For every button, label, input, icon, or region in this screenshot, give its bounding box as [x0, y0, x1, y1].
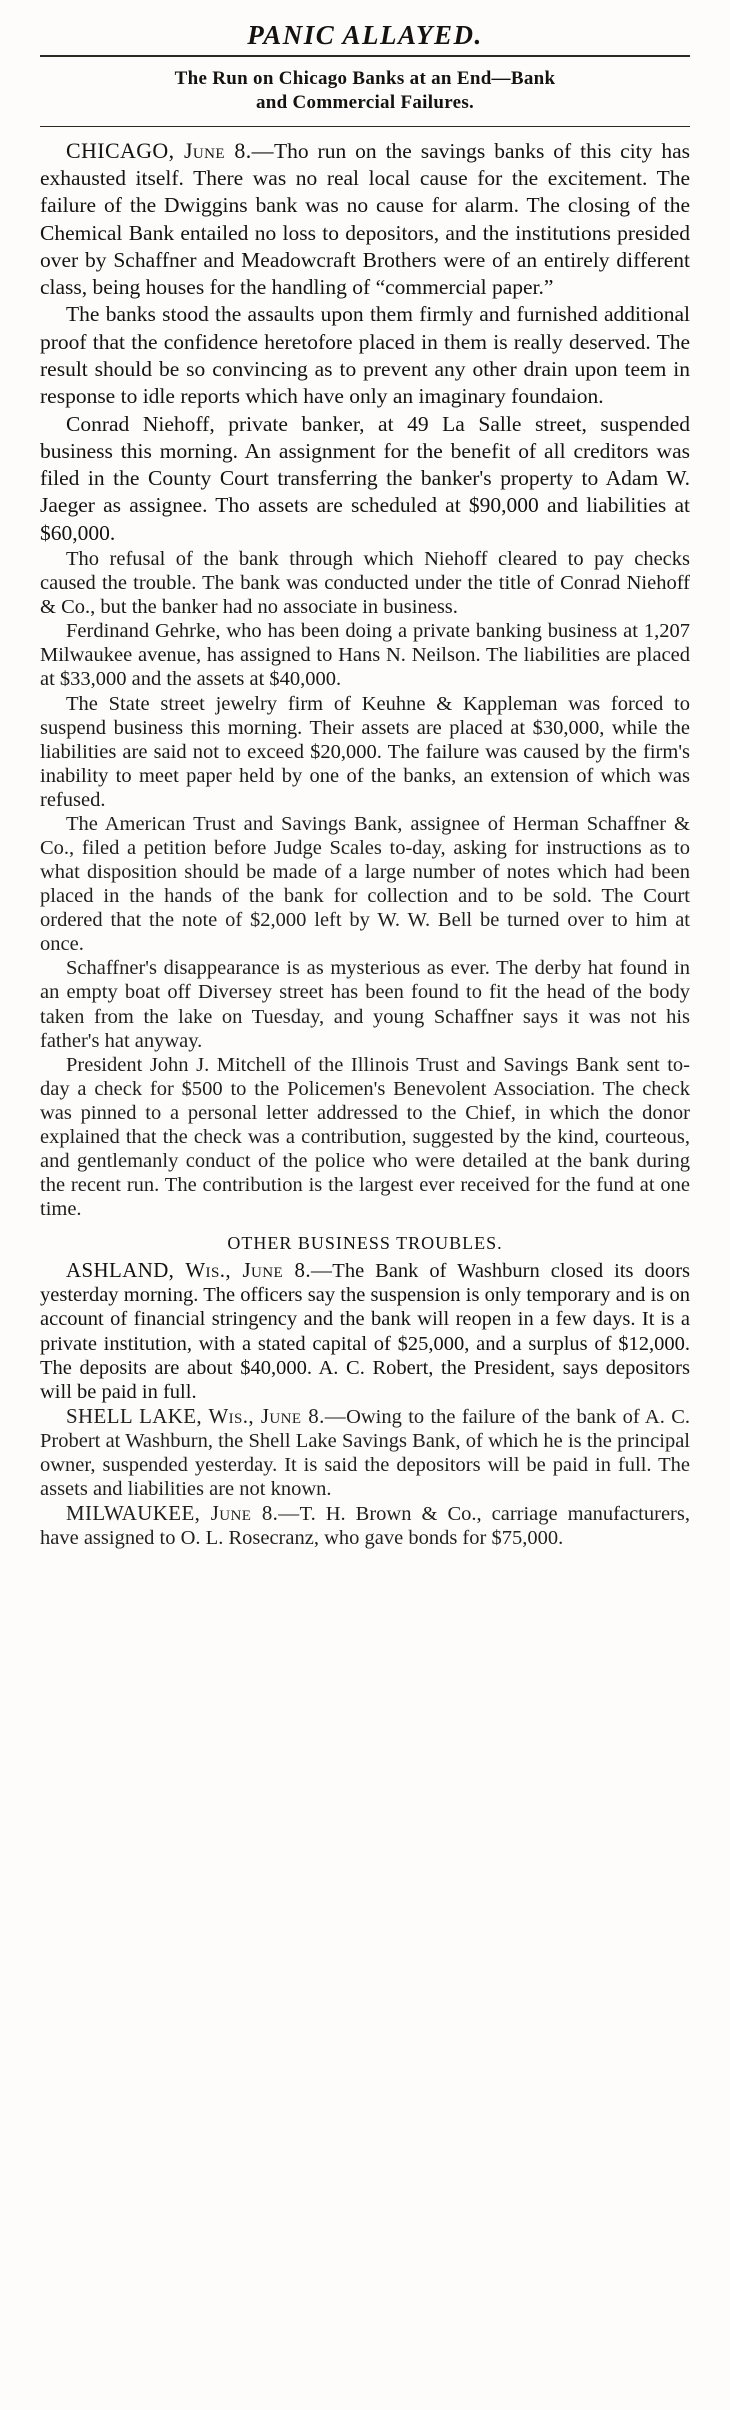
paragraph-3-text: Conrad Niehoff, private banker, at 49 La Salle street, suspended business this morning. An assignment for the benefit of all creditors was filed in the County Court transferring the banker's property to Adam W. Jaeger as assignee. Tho assets are scheduled at $90,000 and liabilities at $60,000. — [40, 411, 690, 545]
article-body — [40, 137, 690, 1551]
section-crosshead: OTHER BUSINESS TROUBLES. — [227, 1233, 503, 1254]
paragraph-8-text: Schaffner's disappearance is as mysterious as ever. The derby hat found in an empty boat off Diversey street has been found to fit the head of the body taken from the lake on Tuesday, and young Schaffner says it was not his father's hat anyway. — [40, 957, 690, 1052]
subheadline-line-2: and Commercial Failures. — [255, 92, 475, 114]
paragraph-7-text: The American Trust and Savings Bank, assignee of Herman Schaffner & Co., filed a petition before Judge Scales to-day, asking for instructions as to what disposition should be made of a large number of notes which had been placed in the hands of the bank for collection and to be sold. The Court ordered that the note of $2,000 left by W. W. Bell be turned over to him at once. — [40, 812, 690, 956]
headline-divider — [40, 55, 690, 57]
subheadline — [50, 67, 680, 116]
paragraph-4-text: Tho refusal of the bank through which Niehoff cleared to pay checks caused the trouble. The bank was conducted under the title of Conrad Niehoff & Co., but the banker had no associate in business. — [40, 548, 690, 619]
dateline-milwaukee: MILWAUKEE, June 8.— — [66, 1501, 300, 1526]
paragraph-6 — [40, 692, 690, 812]
dateline-chicago: CHICAGO, June 8.— — [66, 137, 274, 163]
paragraph-2-text: The banks stood the assaults upon them firmly and furnished additional proof that the confidence heretofore placed in them is really deserved. The result should be so convincing as to prevent any other drain upon teem in response to idle reports which have only an imaginary foundaion. — [40, 302, 690, 409]
trailing-paragraph-1 — [40, 1258, 690, 1403]
trailing-paragraph-1-text: The Bank of Washburn closed its doors yesterday morning. The officers say the suspension is only temporary and is on account of financial stringency and the bank will reopen in a few days. It is a private institution, with a stated capital of $25,000, and a surplus of $12,000. The deposits are about $40,000. A. C. Robert, the President, says depositors will be paid in full. — [40, 1260, 690, 1403]
paragraph-7 — [40, 812, 690, 956]
dateline-ashland: ASHLAND, Wis., June 8.— — [66, 1258, 333, 1283]
paragraph-6-text: The State street jewelry firm of Keuhne & Kappleman was forced to suspend business this morning. Their assets are placed at $30,000, while the liabilities are said not to exceed $20,000. The failure was caused by the firm's inability to meet paper held by one of the banks, an extension of which was refused. — [40, 692, 690, 811]
paragraph-4 — [40, 547, 690, 619]
trailing-paragraph-2-text: Owing to the failure of the bank of A. C. Probert at Washburn, the Shell Lake Savings Bank, of which he is the principal owner, suspended yesterday. It is said the depositors will be paid in full. The assets and liabilities are not known. — [40, 1405, 690, 1500]
trailing-paragraph-3 — [40, 1501, 690, 1550]
subheadline-line-1: The Run on Chicago Banks at an End—Bank — [174, 68, 556, 89]
paragraph-1-text: Tho run on the savings banks of this city has exhausted itself. There was no real local cause for the excitement. The failure of the Dwiggins bank was no cause for alarm. The closing of the Chemical Bank entailed no loss to depositors, and the institutions presided over by Schaffner and Meadowcraft Brothers were of an entirely different class, being houses for the handling of “commercial paper.” — [40, 138, 690, 300]
paragraph-5 — [40, 619, 690, 691]
paragraph-2 — [40, 301, 690, 410]
paragraph-1 — [40, 137, 690, 302]
paragraph-9 — [40, 1053, 690, 1222]
trailing-paragraph-2 — [40, 1404, 690, 1501]
page-title: PANIC ALLAYED. — [247, 20, 483, 50]
dateline-shell-lake: SHELL LAKE, Wis., June 8.— — [66, 1403, 347, 1428]
paragraph-8 — [40, 956, 690, 1052]
paragraph-5-text: Ferdinand Gehrke, who has been doing a private banking business at 1,207 Milwaukee avenue, has assigned to Hans N. Neilson. The liabilities are placed at $33,000 and the assets at $40,000. — [40, 620, 690, 691]
paragraph-3 — [40, 411, 690, 547]
paragraph-9-text: President John J. Mitchell of the Illinois Trust and Savings Bank sent to-day a check for $500 to the Policemen's Benevolent Association. The check was pinned to a personal letter addressed to the Chief, in which the donor explained that the check was a contribution, suggested by the kind, courteous, and gentlemanly conduct of the police who were detailed at the bank during the recent run. The contribution is the largest ever received for the fund at one time. — [40, 1053, 690, 1221]
trailing-paragraph-3-text: T. H. Brown & Co., carriage manufacturers, have assigned to O. L. Rosecranz, who gave bonds for $75,000. — [40, 1503, 690, 1550]
subheadline-divider — [40, 126, 690, 127]
